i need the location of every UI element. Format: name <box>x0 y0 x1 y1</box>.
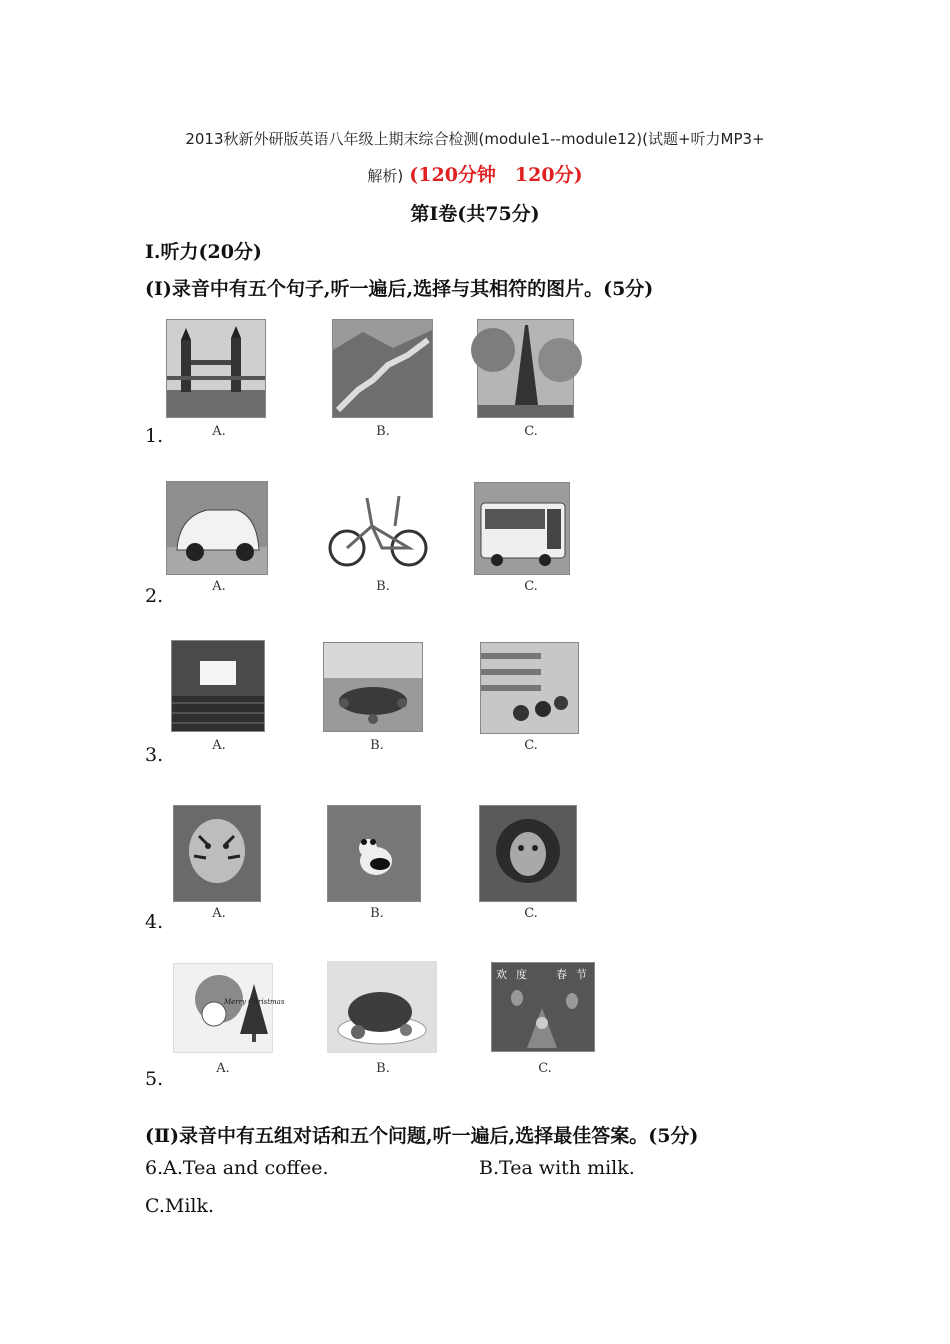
document-title-line2 <box>0 160 950 187</box>
festival-char-1: 欢 <box>496 968 507 981</box>
tiger-photo <box>173 805 261 902</box>
bus-photo <box>474 482 570 575</box>
supermarket-photo <box>480 642 579 734</box>
subsection-title-1: (I)录音中有五个句子,听一遍后,选择与其相符的图片。(5分) <box>145 278 654 300</box>
eiffel-tower-photo <box>477 319 574 418</box>
question-number-5: 5. <box>145 1068 164 1090</box>
cinema-photo <box>171 640 265 732</box>
option-label-a: A. <box>212 424 226 439</box>
panda-photo <box>327 805 421 902</box>
question-6-option-a: 6.A.Tea and coffee. <box>145 1157 329 1179</box>
bicycle-photo <box>326 485 428 575</box>
option-label-c: C. <box>524 906 538 921</box>
question-number-4: 4. <box>145 911 164 933</box>
meeting-room-photo <box>323 642 423 732</box>
option-label-b: B. <box>370 906 384 921</box>
question-6-option-c: C.Milk. <box>145 1195 215 1217</box>
christmas-text: Merry Christmas <box>224 998 285 1006</box>
title-suffix: 解析) <box>367 167 404 185</box>
great-wall-photo <box>332 319 433 418</box>
question-6-option-b: B.Tea with milk. <box>479 1157 635 1179</box>
time-score: (120分钟 120分) <box>409 164 583 186</box>
part-title: 第Ⅰ卷(共75分) <box>410 203 540 225</box>
section-title: I.听力(20分) <box>145 241 262 263</box>
option-label-c: C. <box>524 424 538 439</box>
option-label-c: C. <box>524 738 538 753</box>
option-label-a: A. <box>216 1061 230 1076</box>
festival-char-4: 节 <box>576 968 587 981</box>
roast-turkey-photo <box>327 961 437 1053</box>
tower-bridge-photo <box>166 319 266 418</box>
option-label-b: B. <box>376 1061 390 1076</box>
festival-char-2: 度 <box>516 968 527 981</box>
option-label-b: B. <box>376 424 390 439</box>
subsection-title-2: (Ⅱ)录音中有五组对话和五个问题,听一遍后,选择最佳答案。(5分) <box>145 1125 699 1147</box>
option-label-a: A. <box>212 579 226 594</box>
document-title-line1: 2013秋新外研版英语八年级上期末综合检测(module1--module12)(试题+听力MP3+ <box>185 130 765 148</box>
option-label-b: B. <box>370 738 384 753</box>
question-number-1: 1. <box>145 425 164 447</box>
option-label-c: C. <box>524 579 538 594</box>
spring-festival-photo <box>491 962 595 1052</box>
car-photo <box>166 481 268 575</box>
festival-char-3: 春 <box>556 968 567 981</box>
question-number-3: 3. <box>145 744 164 766</box>
lion-photo <box>479 805 577 902</box>
christmas-photo <box>173 963 285 1053</box>
option-label-b: B. <box>376 579 390 594</box>
option-label-a: A. <box>212 906 226 921</box>
question-number-2: 2. <box>145 585 164 607</box>
option-label-c: C. <box>538 1061 552 1076</box>
option-label-a: A. <box>212 738 226 753</box>
